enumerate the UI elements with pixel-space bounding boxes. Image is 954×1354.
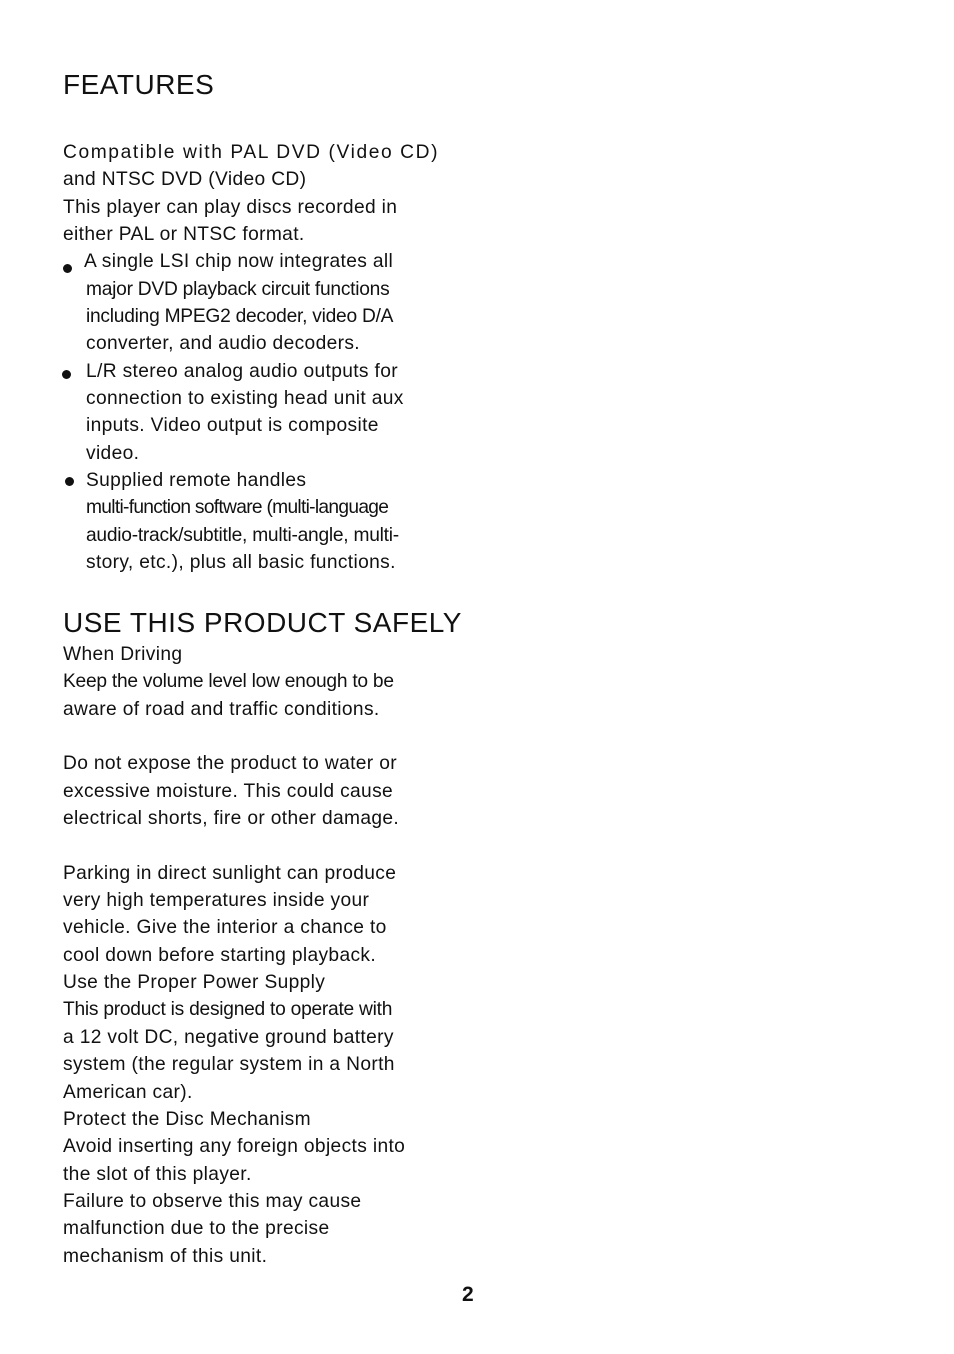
- bullet-2-line: L/R stereo analog audio outputs for: [86, 360, 398, 382]
- bullet-1-line: including MPEG2 decoder, video D/A: [86, 306, 394, 328]
- safety-line: Avoid inserting any foreign objects into: [63, 1136, 406, 1158]
- features-section: [63, 139, 483, 577]
- bullet-2-line: connection to existing head unit aux: [86, 388, 404, 410]
- page-number: 2: [462, 1283, 474, 1306]
- bullet-1-line: A single LSI chip now integrates all: [84, 251, 394, 273]
- safety-section: [63, 641, 483, 1270]
- safety-line: aware of road and traffic conditions.: [63, 698, 380, 720]
- safety-line: Failure to observe this may cause: [63, 1190, 362, 1212]
- safety-line: excessive moisture. This could cause: [63, 780, 394, 802]
- safety-blank-line: [63, 832, 483, 859]
- safety-line: electrical shorts, fire or other damage.: [63, 808, 400, 830]
- bullet-1-line: major DVD playback circuit functions: [86, 278, 390, 300]
- bullet-2-line: inputs. Video output is composite: [86, 415, 379, 437]
- intro-line: and NTSC DVD (Video CD): [63, 169, 307, 191]
- safety-line: very high temperatures inside your: [63, 890, 370, 912]
- safety-line: Parking in direct sunlight can produce: [63, 862, 397, 884]
- bullet-3-line: story, etc.), plus all basic functions.: [86, 552, 396, 574]
- bullet-3-line: audio-track/subtitle, multi-angle, multi-: [86, 524, 399, 546]
- bullet-3-line: multi-function software (multi-language: [86, 497, 389, 519]
- bullet-dot: [62, 370, 71, 379]
- safety-line: mechanism of this unit.: [63, 1245, 268, 1267]
- safety-line: Keep the volume level low enough to be: [63, 671, 394, 693]
- subheading-power-supply: Use the Proper Power Supply: [63, 972, 326, 994]
- safety-line: vehicle. Give the interior a chance to: [63, 917, 387, 939]
- safety-blank-line: [63, 723, 483, 750]
- bullet-dot: [65, 477, 74, 486]
- safety-line: malfunction due to the precise: [63, 1218, 330, 1240]
- safety-line: the slot of this player.: [63, 1163, 252, 1185]
- safety-line: a 12 volt DC, negative ground battery: [63, 1026, 394, 1048]
- subheading-when-driving: When Driving: [63, 644, 183, 665]
- safety-line: American car).: [63, 1081, 193, 1103]
- safety-line: This product is designed to operate with: [63, 999, 393, 1021]
- bullet-3-line: Supplied remote handles: [86, 470, 307, 492]
- safety-line: cool down before starting playback.: [63, 944, 377, 966]
- bullet-dot: [63, 264, 72, 273]
- features-heading: FEATURES: [63, 69, 215, 100]
- safety-line: Do not expose the product to water or: [63, 753, 397, 775]
- intro-line: This player can play discs recorded in: [63, 196, 398, 218]
- intro-line: either PAL or NTSC format.: [63, 224, 305, 246]
- bullet-1-line: converter, and audio decoders.: [86, 333, 360, 355]
- subheading-disc-mechanism: Protect the Disc Mechanism: [63, 1108, 311, 1130]
- intro-line: Compatible with PAL DVD (Video CD): [63, 142, 440, 163]
- safety-heading: USE THIS PRODUCT SAFELY: [63, 607, 462, 638]
- bullet-2-line: video.: [86, 442, 140, 464]
- safety-line: system (the regular system in a North: [63, 1054, 395, 1076]
